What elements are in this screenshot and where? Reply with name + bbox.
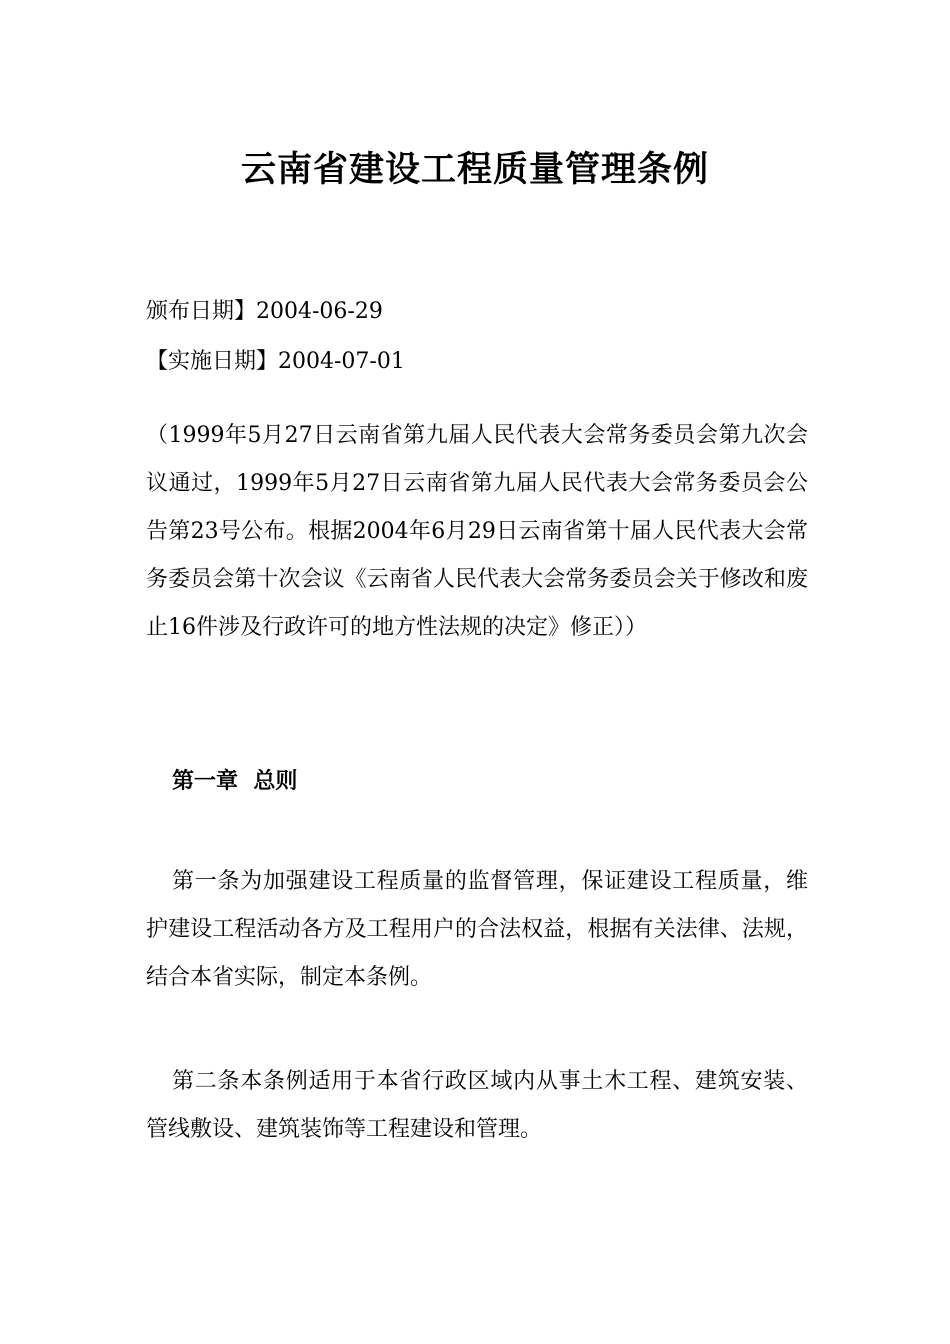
implementation-date: 【实施日期】2004-07-01	[146, 349, 405, 374]
promulgation-date: 颁布日期】2004-06-29	[146, 299, 383, 324]
article-2: 第二条本条例适用于本省行政区域内从事土木工程、建筑安装、管线敷设、建筑装饰等工程建设和管理。	[146, 1069, 808, 1142]
enactment-note: （1999年5月27日云南省第九届人民代表大会常务委员会第九次会议通过，1999年5月27日云南省第九届人民代表大会常务委员会公告第23号公布。根据2004年6月29日云南省第十届人民代表大会常务委员会第十次会议《云南省人民代表大会常务委员会关于修改和废止16件涉及行政许可的地方性法规的决定》修正））	[146, 423, 808, 640]
article-1: 第一条为加强建设工程质量的监督管理，保证建设工程质量，维护建设工程活动各方及工程用户的合法权益，根据有关法律、法规，结合本省实际，制定本条例。	[146, 869, 808, 990]
chapter-heading: 第一章 总则	[172, 768, 298, 794]
document-title: 云南省建设工程质量管理条例	[240, 149, 709, 190]
